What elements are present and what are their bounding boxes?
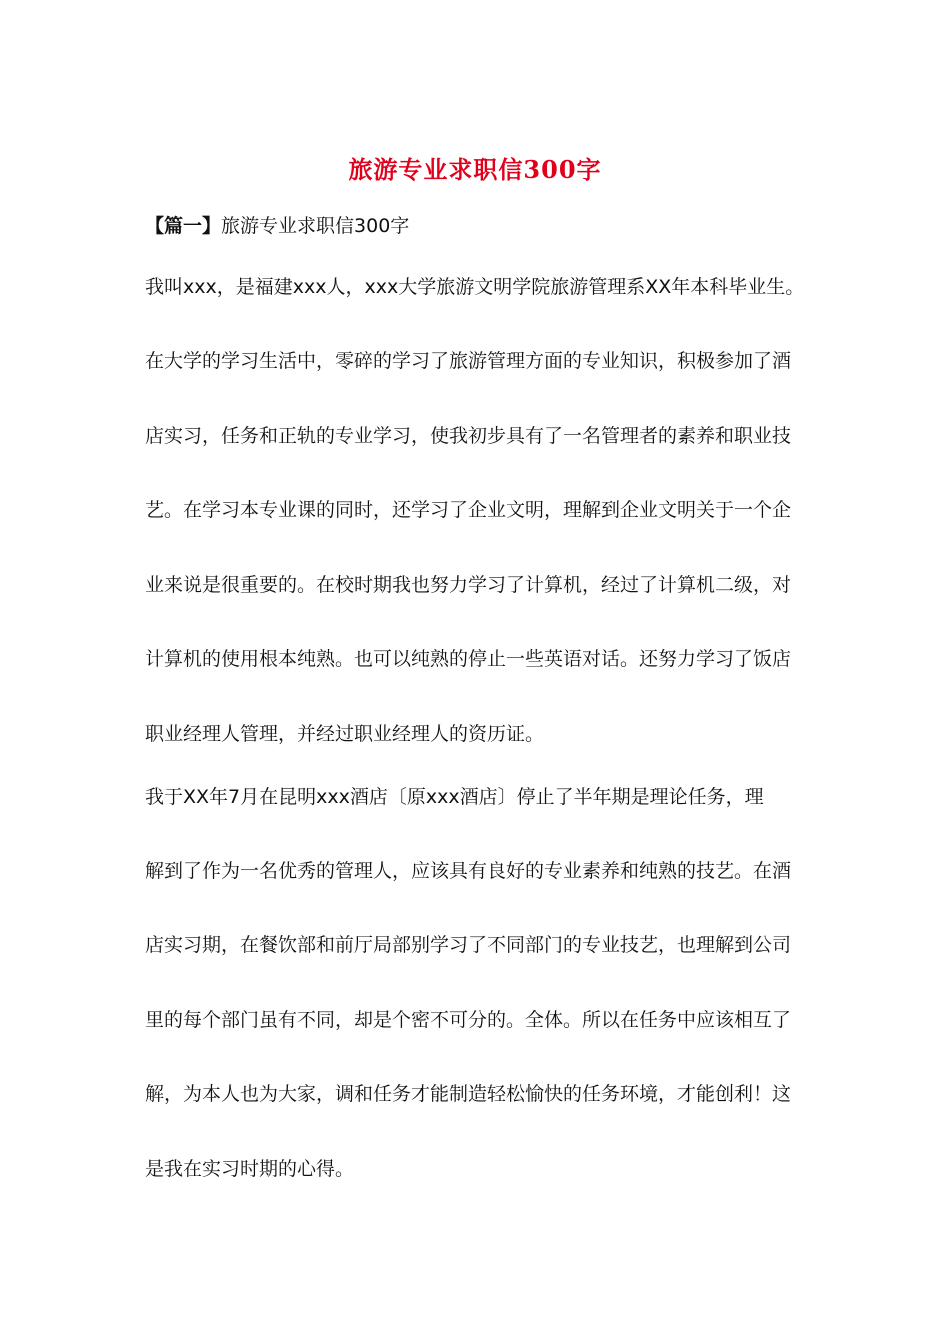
section-heading-tag: 【篇一】 xyxy=(145,215,222,237)
paragraph2-line-2: 解到了作为一名优秀的管理人，应该具有良好的专业素养和纯熟的技艺。在酒 xyxy=(145,860,792,882)
paragraph1-line-2: 在大学的学习生活中，零碎的学习了旅游管理方面的专业知识，积极参加了酒 xyxy=(145,350,792,372)
paragraph1-line-5: 业来说是很重要的。在校时期我也努力学习了计算机，经过了计算机二级，对 xyxy=(145,574,792,596)
paragraph2-line-6: 是我在实习时期的心得。 xyxy=(145,1158,355,1180)
paragraph1-line-6: 计算机的使用根本纯熟。也可以纯熟的停止一些英语对话。还努力学习了饭店 xyxy=(145,648,792,670)
paragraph2-line-3: 店实习期，在餐饮部和前厅局部别学习了不同部门的专业技艺，也理解到公司 xyxy=(145,934,792,956)
paragraph1-line-4: 艺。在学习本专业课的同时，还学习了企业文明，理解到企业文明关于一个企 xyxy=(145,499,792,521)
paragraph1-line-3: 店实习，任务和正轨的专业学习，使我初步具有了一名管理者的素养和职业技 xyxy=(145,425,792,447)
section-heading xyxy=(145,211,409,238)
paragraph1-line-1: 我叫xxx，是福建xxx人，xxx大学旅游文明学院旅游管理系XX年本科毕业生。 xyxy=(145,276,805,298)
paragraph1-line-7: 职业经理人管理，并经过职业经理人的资历证。 xyxy=(145,723,545,745)
document-title: 旅游专业求职信300字 xyxy=(348,155,602,184)
paragraph2-line-5: 解，为本人也为大家，调和任务才能制造轻松愉快的任务环境，才能创利！这 xyxy=(145,1083,792,1105)
paragraph2-line-1: 我于XX年7月在昆明xxx酒店〔原xxx酒店〕停止了半年期是理论任务，理 xyxy=(145,786,764,808)
section-heading-text: 旅游专业求职信300字 xyxy=(221,215,410,237)
paragraph2-line-4: 里的每个部门虽有不同，却是个密不可分的。全体。所以在任务中应该相互了 xyxy=(145,1009,792,1031)
